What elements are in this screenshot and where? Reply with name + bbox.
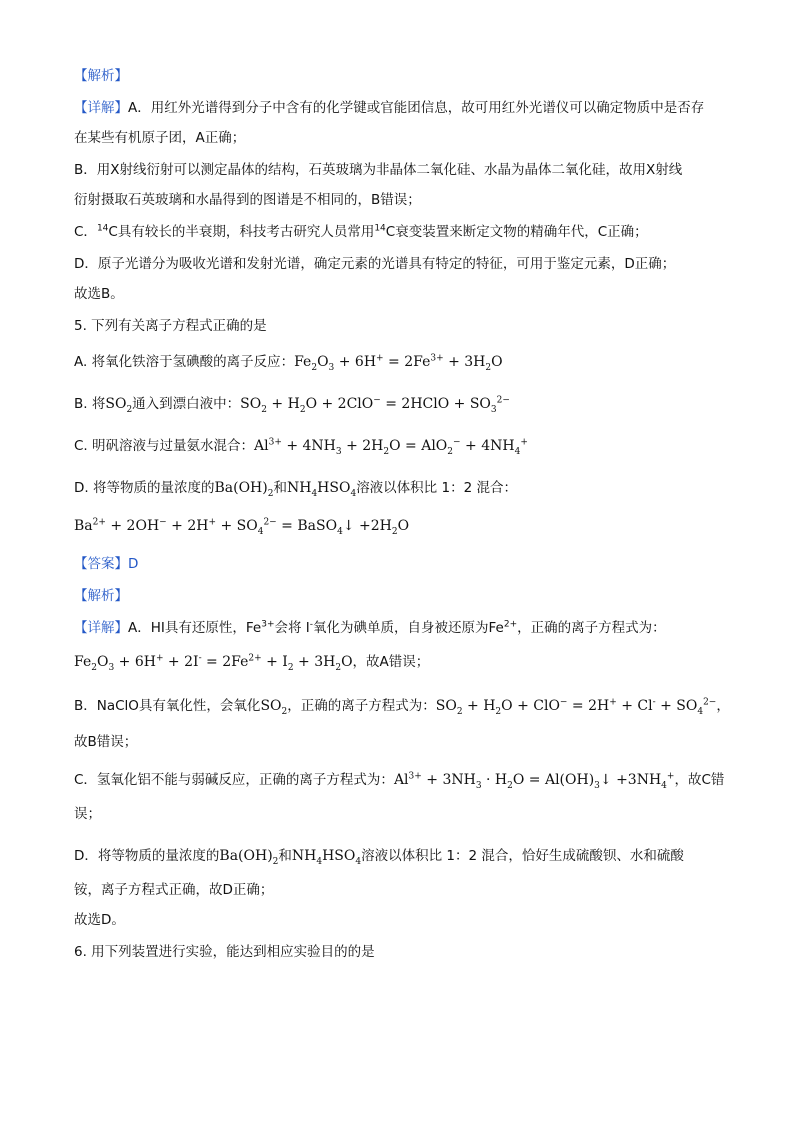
- detail-line: B．用X射线衍射可以测定晶体的结构，石英玻璃为非晶体二氧化硅、水晶为晶体二氧化硅，故用X射线: [74, 162, 683, 178]
- mass-number: 14: [374, 223, 386, 234]
- option-text: C. 明矾溶液与过量氨水混合：: [74, 438, 255, 454]
- formula: $SO_2$: [105, 396, 133, 415]
- analysis-heading: 【解析】: [74, 68, 128, 84]
- detail-line: 衍射摄取石英玻璃和水晶得到的图谱是不相同的，B错误；: [74, 192, 421, 208]
- equation: $Al^{3+} + 3NH_3 \cdot H_2O$ = $Al(OH)_3↓ +3NH_4^+$: [393, 771, 675, 791]
- detail-text: C衰变装置来断定文物的精确年代，C正确；: [385, 224, 648, 240]
- solution-c-line1: [74, 770, 724, 790]
- solution-d-line2: 铵，离子方程式正确，故D正确；: [74, 882, 274, 898]
- detail-text: C具有较长的半衰期，科技考古研究人员常用: [108, 224, 375, 240]
- question-stem: 6. 用下列装置进行实验，能达到相应实验目的的是: [74, 944, 375, 960]
- formula: $Fe^{3+}$: [245, 619, 275, 636]
- answer-line: 【答案】D: [74, 556, 139, 572]
- option-a: [74, 352, 503, 372]
- solution-b-line1: [74, 696, 730, 716]
- detail-text: 会将 I: [274, 620, 310, 636]
- formula: $Fe^{2+}$: [488, 619, 518, 636]
- solution-a-line2: [74, 652, 429, 672]
- option-text: A. 将氧化铁溶于氢碘酸的离子反应：: [74, 354, 295, 370]
- formula: $NH_4HSO_4$: [286, 480, 357, 499]
- equation: $Fe_2O_3 + 6H^+ + 2I^- = 2Fe^{2+} + I_2 + 3H_2O$: [74, 653, 353, 673]
- option-b: [74, 394, 510, 414]
- solution-d-line1: [74, 846, 684, 866]
- equation: $SO_2 + H_2O + 2ClO^-$ = 2HClO + $SO_3^{2-}$: [240, 395, 510, 415]
- option-text: 通入到漂白液中：: [132, 396, 241, 412]
- conclusion-line: 故选D。: [74, 912, 125, 928]
- option-d-equation: $Ba^{2+} + 2OH^- + 2H^+ + SO_4^{2-}$ = BaSO$_4$↓ $+2H_2O$: [74, 517, 410, 537]
- formula: $Ba(OH)_2$: [219, 848, 279, 867]
- detail-text: 溶液以体积比 1：2 混合，恰好生成硫酸钡、水和硫酸: [361, 848, 684, 864]
- option-text: 溶液以体积比 1：2 混合：: [356, 480, 517, 496]
- equation: $Al^{3+} + 4NH_3 + 2H_2O = AlO_2^- + 4NH_4^+$: [254, 437, 528, 457]
- option-text: B. 将: [74, 396, 106, 412]
- solution-a-line1: [74, 618, 666, 638]
- detail-text: ，正确的离子方程式为：: [287, 698, 436, 714]
- detail-text: A．用红外光谱得到分子中含有的化学键或官能团信息，故可用红外光谱仪可以确定物质中是否存: [128, 100, 705, 116]
- solution-c-line2: 误；: [74, 806, 101, 822]
- option-d: [74, 478, 517, 498]
- detail-line: D．原子光谱分为吸收光谱和发射光谱，确定元素的光谱具有特定的特征，可用于鉴定元素，D正确；: [74, 256, 676, 272]
- analysis-heading: 【解析】: [74, 588, 128, 604]
- detail-line: 在某些有机原子团，A正确；: [74, 130, 246, 146]
- conclusion-line: 故选B。: [74, 286, 124, 302]
- formula: $SO_2$: [260, 698, 288, 717]
- punctuation: ，: [716, 698, 730, 714]
- detail-line: [74, 98, 704, 118]
- detail-text: ，故A错误；: [352, 654, 430, 670]
- detail-text: D．将等物质的量浓度的: [74, 848, 220, 864]
- detail-tag: 【详解】: [74, 100, 128, 116]
- detail-text: A．HI具有还原性，: [128, 620, 246, 636]
- mass-number: 14: [96, 223, 109, 234]
- formula: $NH_4HSO_4$: [291, 848, 362, 867]
- detail-text: ，故C错: [674, 772, 725, 788]
- detail-line: [74, 222, 648, 242]
- option-text: D. 将等物质的量浓度的: [74, 480, 215, 496]
- option-c: [74, 436, 528, 456]
- detail-text: 氧化为碘单质，自身被还原为: [313, 620, 489, 636]
- detail-text: C．氢氧化铝不能与弱碱反应，正确的离子方程式为：: [74, 772, 394, 788]
- formula: $Ba(OH)_2$: [214, 480, 274, 499]
- option-text: 和: [273, 480, 287, 496]
- detail-text: ，正确的离子方程式为：: [517, 620, 666, 636]
- superscript: -: [309, 619, 314, 630]
- detail-text: 和: [278, 848, 292, 864]
- equation: $SO_2 + H_2O + ClO^- = 2H^+ + Cl^- + SO_4^{2-}$: [435, 697, 717, 717]
- option-letter: C．: [74, 224, 97, 240]
- equation: $Fe_2O_3 + 6H^+ = 2Fe^{3+} + 3H_2O$: [294, 353, 503, 373]
- detail-text: B．NaClO具有氧化性，会氧化: [74, 698, 261, 714]
- question-stem: 5. 下列有关离子方程式正确的是: [74, 318, 267, 334]
- solution-b-line2: 故B错误；: [74, 734, 138, 750]
- detail-tag: 【详解】: [74, 620, 128, 636]
